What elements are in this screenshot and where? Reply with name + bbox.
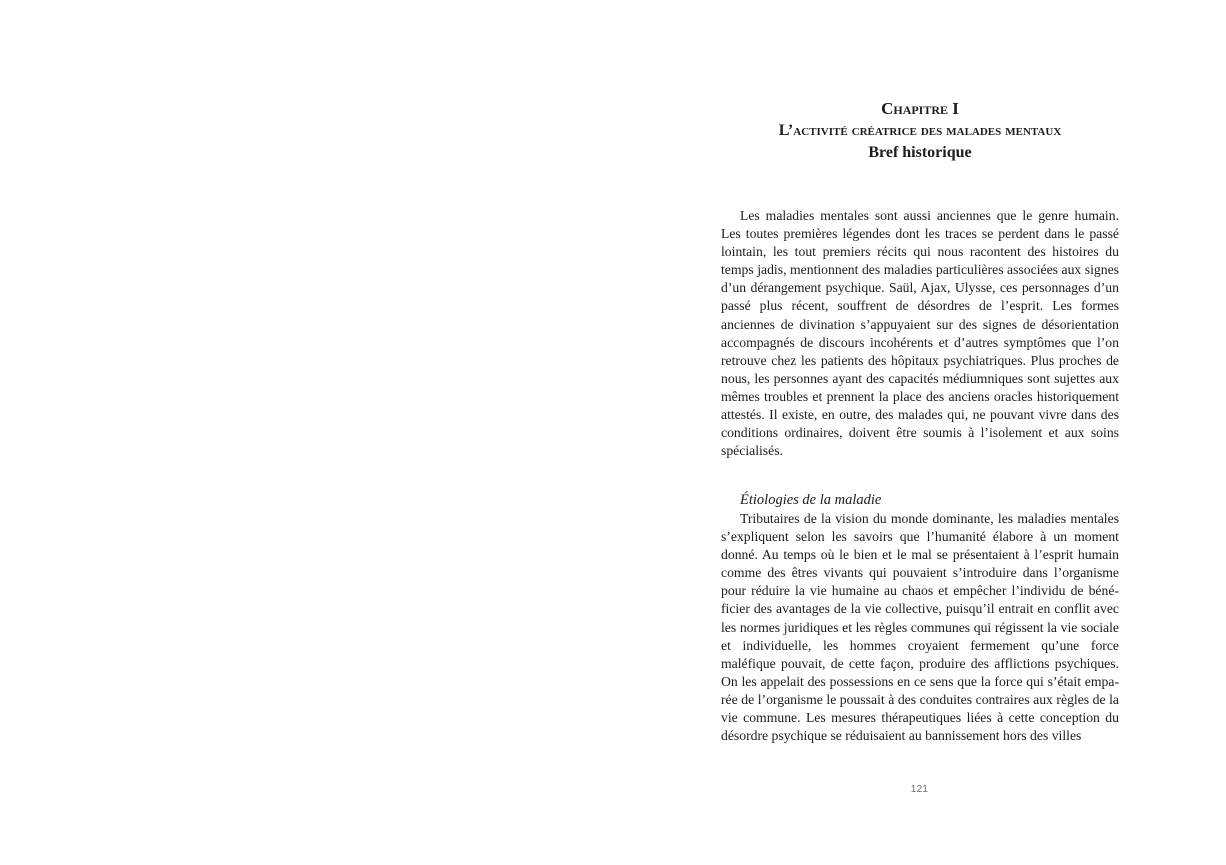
intro-paragraph-block xyxy=(721,207,1119,460)
right-page xyxy=(613,0,1226,865)
paragraph: Les maladies mentales sont aussi anciennes que le genre humain. Les toutes premières légendes dont les traces se perdent dans le passé lointain, les tout premiers récits qui nous racontent des histoires du temps jadis, mentionnent des maladies particulières associées aux signes d’un dérangement psychique. Saül, Ajax, Ulysse, ces personnages d’un passé plus récent, souffrent de désordres de l’esprit. Les formes anciennes de divination s’appuyaient sur des signes de désorientation accompagnés de discours incohérents et d’autres symptômes que l’on retrouve chez les patients des hôpitaux psychiatriques. Plus proches de nous, les personnes ayant des capacités médiumniques sont sujettes aux mêmes troubles et prennent la place des anciens oracles historiquement attestés. Il existe, en outre, des malades qui, ne pouvant vivre dans des conditions ordinaires, doivent être soumis à l’isolement et aux soins spécialisés. xyxy=(721,208,1119,459)
section-paragraph-block xyxy=(721,510,1119,745)
chapter-heading xyxy=(721,98,1119,164)
section-heading: Étiologies de la maladie xyxy=(740,492,882,508)
paragraph: Tributaires de la vision du monde dominante, les maladies mentales s’expliquent selon les savoirs que l’humanité élabore à un moment donné. Au temps où le bien et le mal se présentaient à l’esprit humain comme des êtres vivants qui pouvaient s’introduire dans l’organisme pour réduire la vie humaine au chaos et empêcher l’individu de bénéficier des avantages de la vie collective, puisqu’il entrait en conflit avec les normes juridiques et les règles communes qui régissent la vie sociale et individuelle, les hommes croyaient fermement qu’une force maléfique pouvait, de cette façon, produire des afflictions psychiques. On les appelait des possessions en ce sens que la force qui s’était emparée de l’organisme le poussait à des conduites contraires aux règles de la vie commune. Les mesures thérapeutiques liées à cette conception du désordre psychique se réduisaient au bannissement hors des villes xyxy=(721,511,1119,744)
page-number: 121 xyxy=(910,784,929,795)
chapter-subtitle: Bref historique xyxy=(868,144,972,161)
chapter-label: Chapitre I xyxy=(881,99,959,118)
chapter-title: L’activité créatrice des malades mentaux xyxy=(778,122,1062,139)
